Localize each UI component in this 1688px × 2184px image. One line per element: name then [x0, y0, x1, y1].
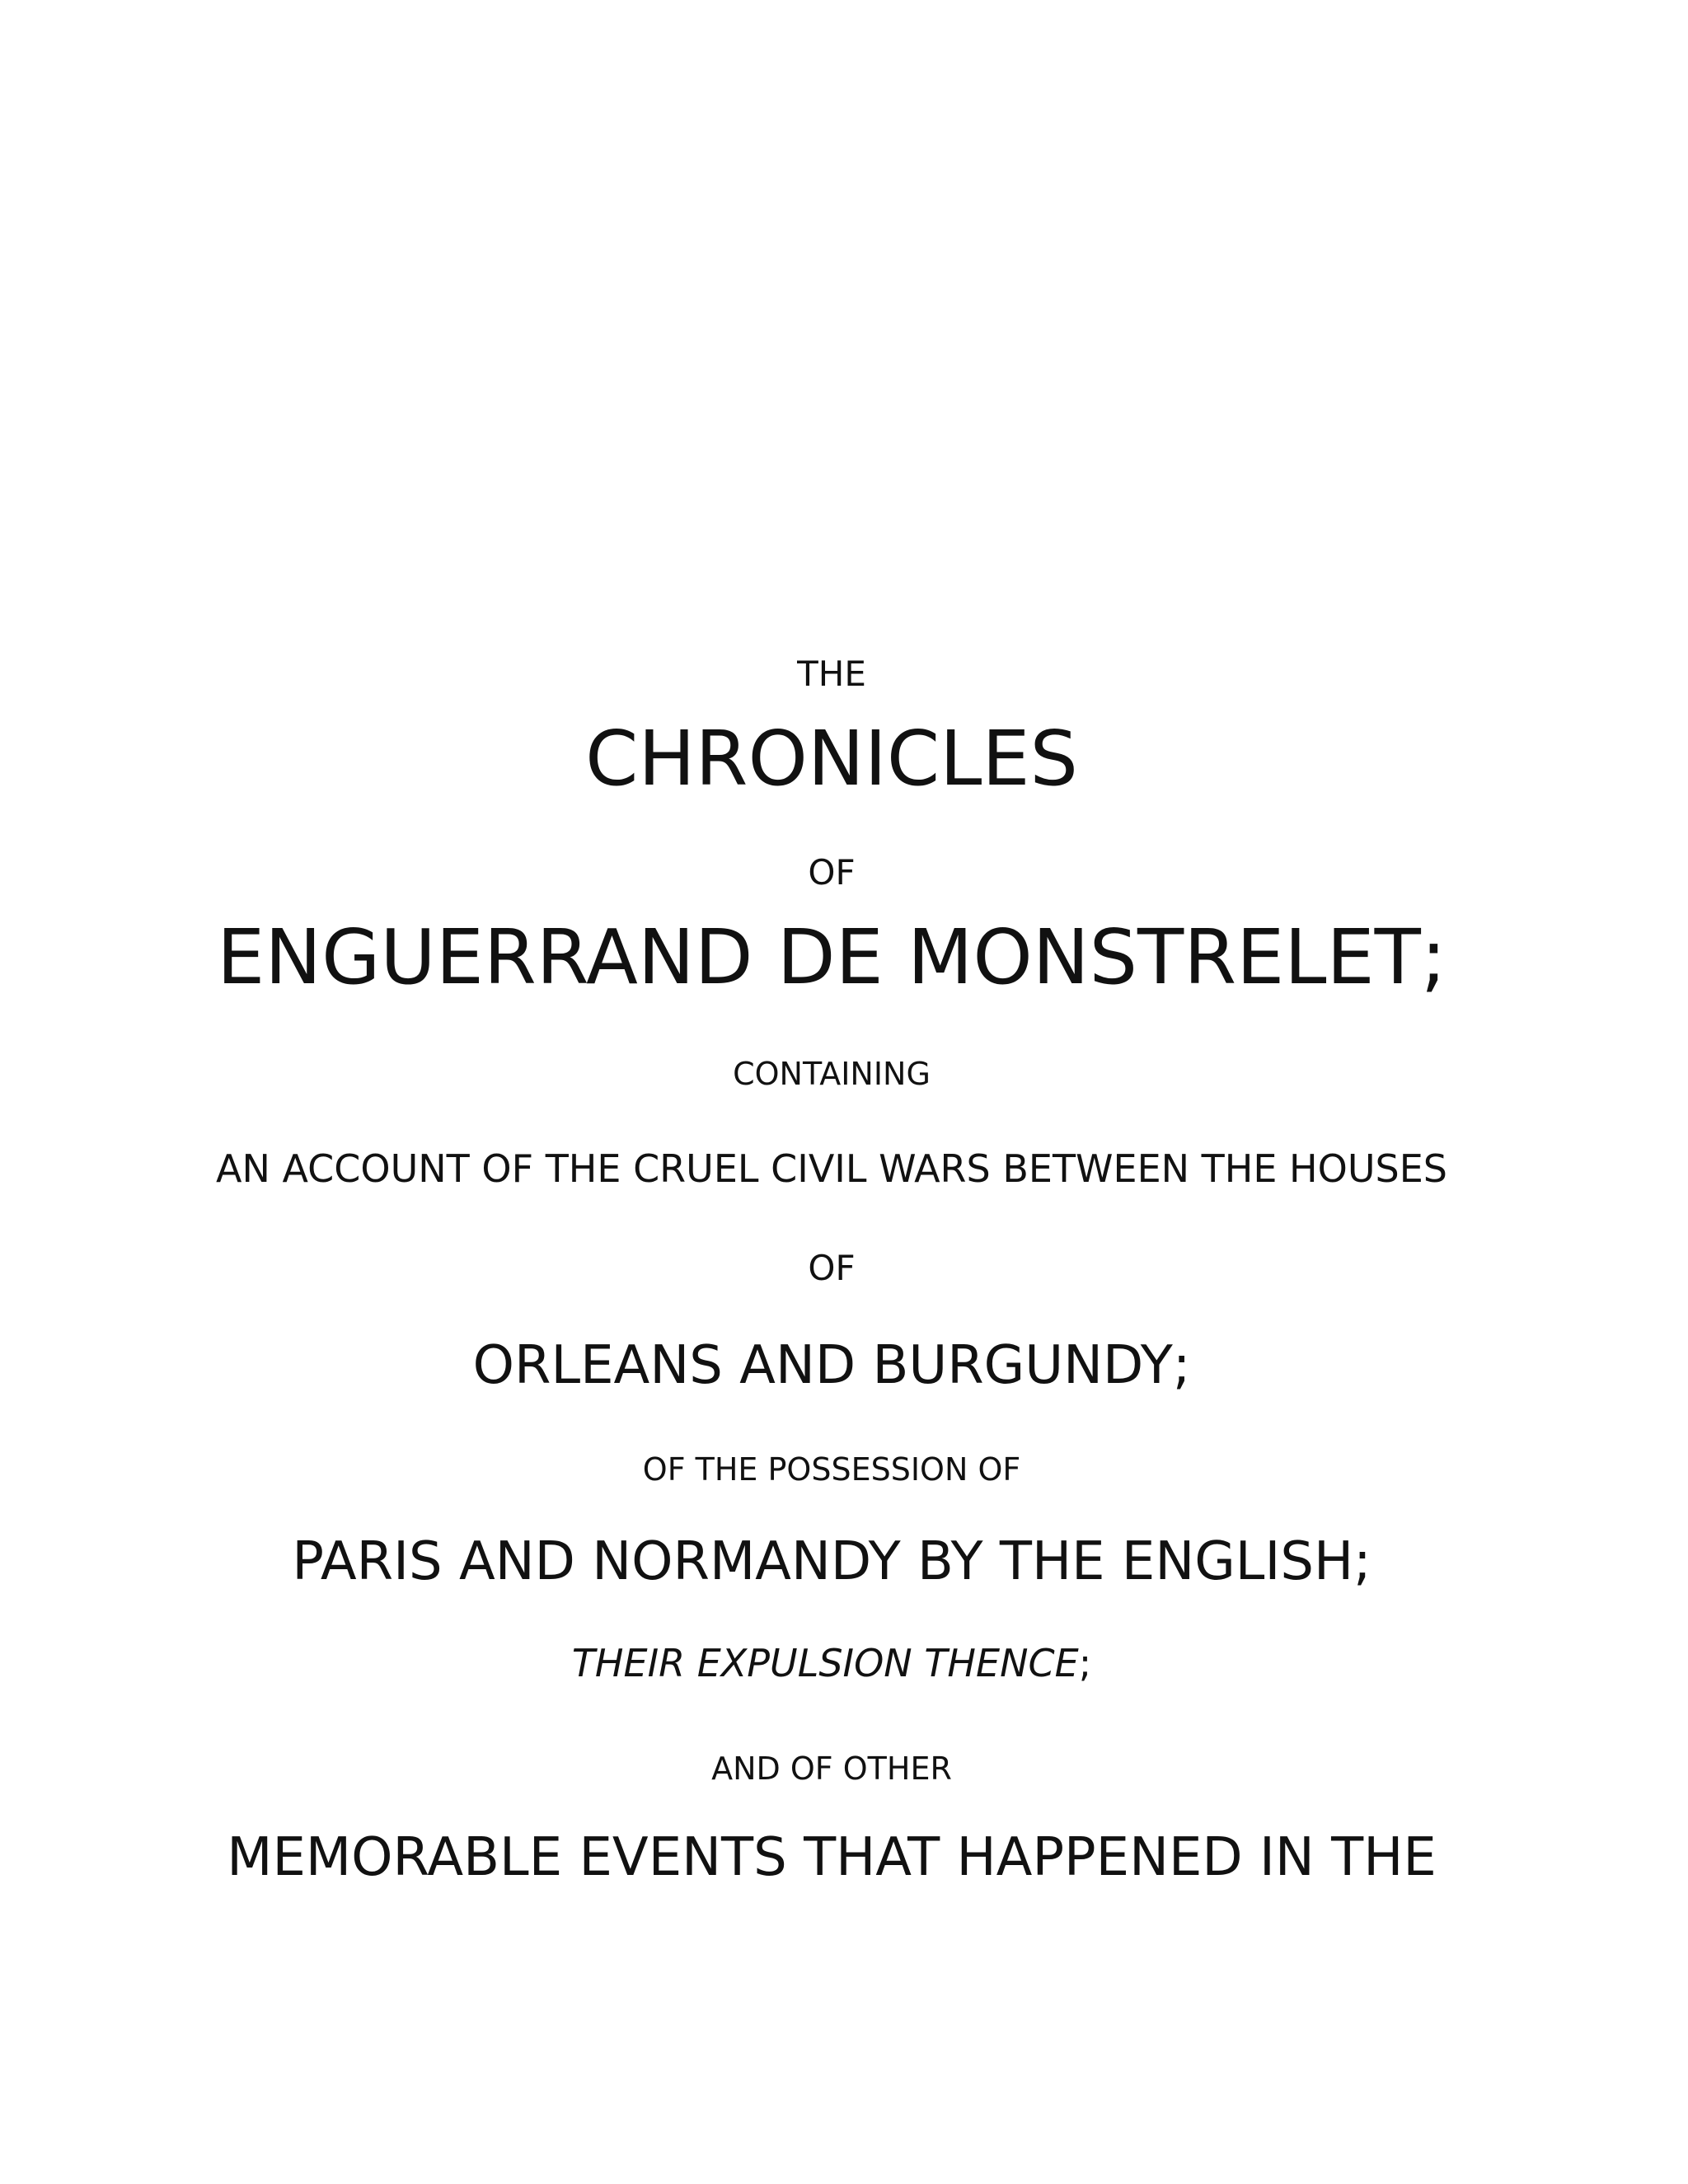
expulsion-punctuation: ;: [1078, 1641, 1092, 1685]
account-line: AN ACCOUNT OF THE CRUEL CIVIL WARS BETWEEN THE HOUSES: [216, 1146, 1447, 1191]
title-the: THE: [797, 654, 866, 694]
title-chronicles: CHRONICLES: [585, 715, 1078, 803]
author-name: ENGUERRAND DE MONSTRELET;: [217, 913, 1447, 1001]
expulsion-text: THEIR EXPULSION THENCE: [571, 1641, 1079, 1685]
and-other-line: AND OF OTHER: [711, 1750, 952, 1787]
title-of-1: OF: [808, 852, 856, 893]
possession-line: OF THE POSSESSION OF: [642, 1451, 1021, 1488]
expulsion-line: [0, 1641, 1663, 1685]
containing-line: CONTAINING: [733, 1056, 931, 1092]
houses-line: ORLEANS AND BURGUNDY;: [472, 1335, 1191, 1396]
memorable-line: MEMORABLE EVENTS THAT HAPPENED IN THE: [227, 1827, 1437, 1888]
of-line-2: OF: [808, 1248, 856, 1288]
paris-line: PARIS AND NORMANDY BY THE ENGLISH;: [292, 1531, 1372, 1592]
